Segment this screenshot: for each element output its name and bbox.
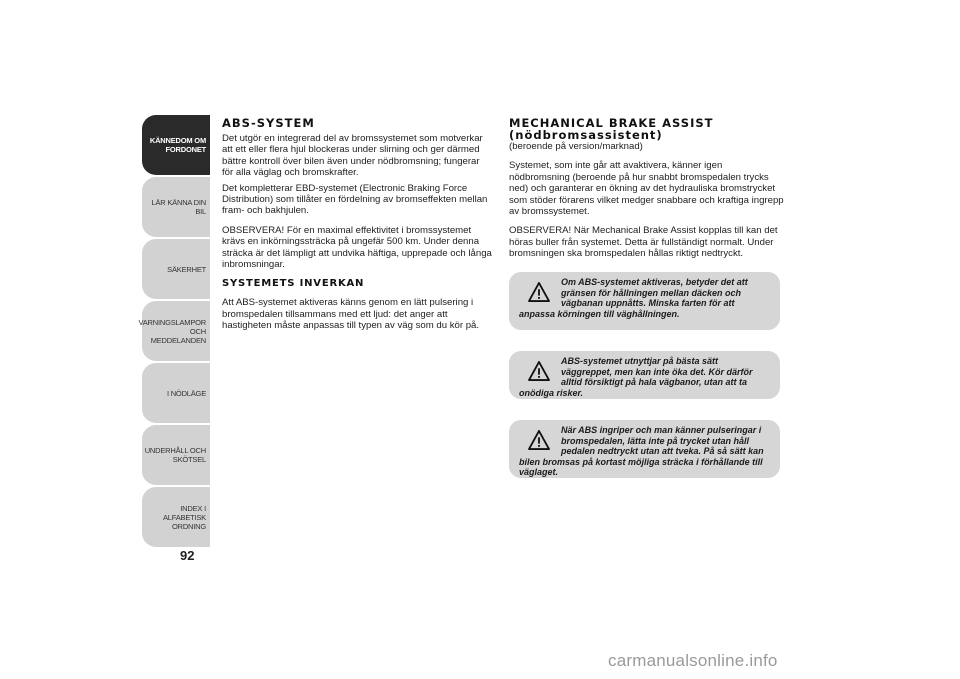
tab-label: LÄR KÄNNA DIN BIL [151,198,206,216]
paragraph: OBSERVERA! För en maximal effektivitet i bromssystemet krävs en inkörningssträcka på ungefär 500 km. Under denna sträcka är det lämpligt att undvika häftiga, upprepade och långa inbromsningar. [222,224,492,271]
page-number: 92 [180,548,195,563]
section-subtitle: SYSTEMETS INVERKAN [222,278,365,290]
warning-triangle-icon [519,356,559,386]
warning-triangle-icon [519,425,559,455]
paragraph: OBSERVERA! När Mechanical Brake Assist kopplas till kan det höras buller från systemet. Detta är fullständigt normalt. Under bromsningen ska bromspedalen hållas riktigt nedtryckt. [509,225,778,260]
paragraph: Det utgör en integrerad del av bromssystemet som motverkar att ett eller flera hjul blockeras under slirning och ger därmed bättre kontroll över bilen även under nödbromsning; fungerar för alla väglag och bromskrafter. [222,133,483,179]
tab-label: VARNINGSLAMPOR [138,317,206,327]
left-column [222,117,492,332]
tab-label: ORDNING [171,521,206,531]
tab-lar-kanna-din-bil[interactable] [142,177,210,237]
tab-label: SÄKERHET [167,264,206,274]
version-note: (beroende på version/marknad) [509,141,643,152]
paragraph: Det kompletterar EBD-systemet (Electronic Braking Force Distribution) som tillåter en fördelning av bromseffekten mellan fram- och bakhjulen. [222,182,488,217]
tab-label: FORDONET [165,145,206,154]
paragraph: Att ABS-systemet aktiveras känns genom en lätt pulsering i bromspedalen tillsammans med ett ljud: det anger att hastigheten måste anpassas till typen av väg som du kör på. [222,297,480,332]
warning-box [509,272,780,330]
tab-kannedom-om-fordonet[interactable] [142,115,210,175]
section-title-line: MECHANICAL BRAKE ASSIST [509,116,714,130]
paragraph: Systemet, som inte går att avaktivera, känner igen nödbromsning (beroende på hur snabbt bromspedalen trycks ned) och garanterar en ökning av det hydrauliska bromstrycket som stöder förarens vilket medger snabbare och kraftiga ingrepp av bromssystemet. [509,160,784,218]
section-title-line: (nödbromsassistent) [509,128,663,142]
tab-varningslampor[interactable] [138,301,210,361]
warning-text: ABS-systemet utnyttjar på bästa sätt väggreppet, men kan inte öka det. Kör därför alltid försiktigt på hala vägbanor, utan att ta onödiga risker. [519,356,753,398]
warning-triangle-icon [519,277,559,307]
warning-text: Om ABS-systemet aktiveras, betyder det att gränsen för hållningen mellan däcken och vägbanan uppnåtts. Minska farten för att anpassa körningen till väghållningen. [519,277,748,319]
tab-label: INDEX I ALFABETISK [162,503,206,522]
watermark: carmanualsonline.info [608,651,778,670]
tab-sakerhet[interactable] [142,239,210,299]
warning-box [509,351,780,399]
tab-i-nodlage[interactable] [142,363,210,423]
section-title: ABS-SYSTEM [222,116,315,130]
tab-index[interactable] [142,487,210,547]
warning-text: När ABS ingriper och man känner pulseringar i bromspedalen, lätta inte på trycket utan håll pedalen nedtryckt utan att tveka. På så sätt kan bilen bromsas på kortast möjliga sträcka i förhållande till väglaget. [519,425,764,478]
tab-label: OCH MEDDELANDEN [150,326,206,345]
right-column [509,117,785,260]
tab-label: UNDERHÅLL OCH [144,446,206,455]
warning-box [509,420,780,478]
tab-label: KÄNNEDOM OM [149,136,206,145]
tab-label: I NÖDLÄGE [166,388,206,398]
tab-label: SKÖTSEL [172,455,206,464]
tab-underhall-och-skotsel[interactable] [142,425,210,485]
section-title [509,117,785,141]
